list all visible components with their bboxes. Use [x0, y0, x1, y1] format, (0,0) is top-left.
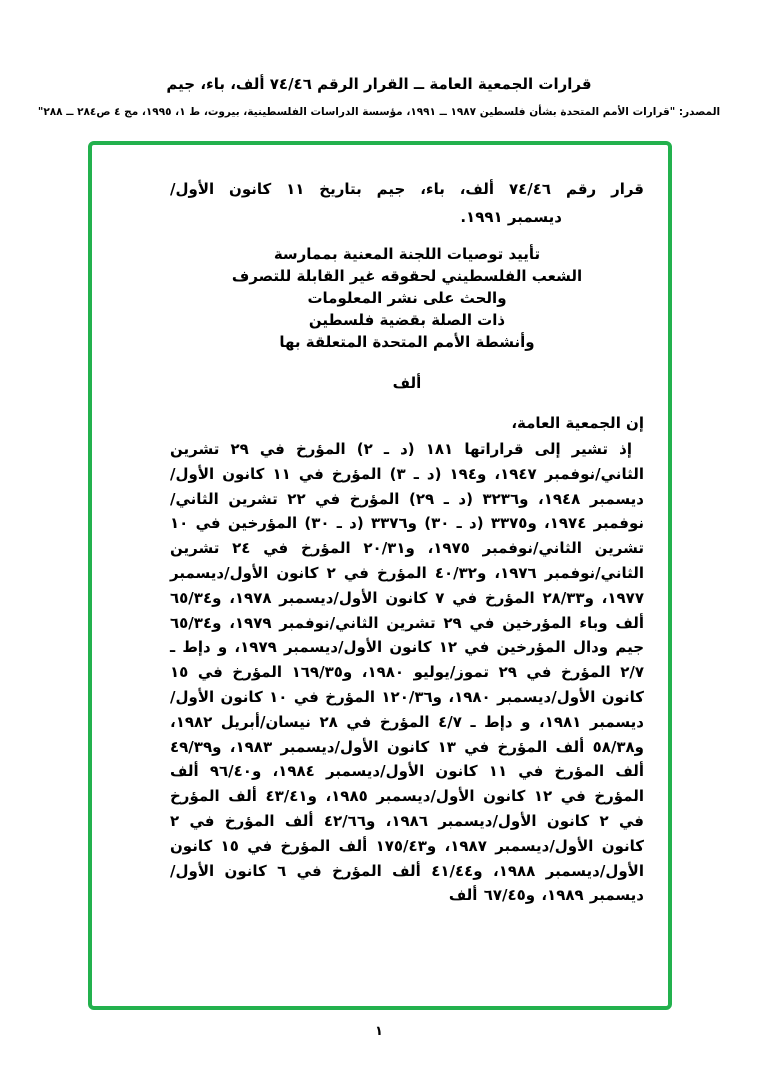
resolution-intro-paragraph	[170, 175, 644, 231]
resolution-header-title: قرارات الجمعية العامة ــ القرار الرقم ٧٤/٤٦ ألف، باء، جيم	[166, 75, 592, 93]
title-line-2: الشعب الفلسطيني لحقوقه غير القابلة للتصرف	[231, 267, 583, 285]
recalling-resolutions-paragraph: إذ تشير إلى قراراتها ١٨١ (د ـ ٢) المؤرخ في ٢٩ تشرين الثاني/نوفمبر ١٩٤٧، و١٩٤ (د ـ ٣) المؤرخ في ١١ كانون الأول/ديسمبر ١٩٤٨، و٣٢٣٦ (د ـ ٢٩) المؤرخ في ٢٢ تشرين الثاني/نوفمبر ١٩٧٤، و٣٣٧٥ (د ـ ٣٠) و٣٣٧٦ (د ـ ٣٠) المؤرخين في ١٠ تشرين الثاني/نوفمبر ١٩٧٥، و٢٠/٣١ المؤرخ في ٢٤ تشرين الثاني/نوفمبر ١٩٧٦، و٤٠/٣٢ المؤرخ في ٢ كانون الأول/ديسمبر ١٩٧٧، و٢٨/٣٣ المؤرخ في ٧ كانون الأول/ديسمبر ١٩٧٨، و٦٥/٣٤ ألف وباء المؤرخين في ٢٩ تشرين الثاني/نوفمبر ١٩٧٩، و٦٥/٣٤ جيم ودال المؤرخين في ١٢ كانون الأول/ديسمبر ١٩٧٩، و دإط ـ ٢/٧ المؤرخ في ٢٩ تموز/يوليو ١٩٨٠، و١٦٩/٣٥ المؤرخ في ١٥ كانون الأول/ديسمبر ١٩٨٠، و١٢٠/٣٦ المؤرخ في ١٠ كانون الأول/ديسمبر ١٩٨١، و دإط ـ ٤/٧ المؤرخ في ٢٨ نيسان/أبريل ١٩٨٢، و٥٨/٣٨ ألف المؤرخ في ١٣ كانون الأول/ديسمبر ١٩٨٣، و٤٩/٣٩ ألف المؤرخ في ١١ كانون الأول/ديسمبر ١٩٨٤، و٩٦/٤٠ ألف المؤرخ في ١٢ كانون الأول/ديسمبر ١٩٨٥، و٤٣/٤١ ألف المؤرخ في ٢ كانون الأول/ديسمبر ١٩٨٦، و٤٢/٦٦ ألف المؤرخ في ٢ كانون الأول/ديسمبر ١٩٨٧، و١٧٥/٤٣ ألف المؤرخ في ١٥ كانون الأول/ديسمبر ١٩٨٨، و٤١/٤٤ ألف المؤرخ في ٦ كانون الأول/ديسمبر ١٩٨٩، و٦٧/٤٥ ألف	[170, 440, 645, 905]
green-border-frame	[88, 141, 672, 1010]
resolution-title-block	[170, 243, 644, 353]
preamble-lead: إن الجمعية العامة،	[511, 414, 644, 432]
page-header	[0, 0, 758, 119]
title-line-3: والحث على نشر المعلومات	[307, 289, 507, 307]
title-line-5: وأنشطة الأمم المتحدة المتعلقة بها	[279, 333, 535, 351]
intro-line-1: قرار رقم ٧٤/٤٦ ألف، باء، جيم بتاريخ ١١ كانون الأول/	[170, 180, 644, 198]
intro-line-2: ديسمبر ١٩٩١.	[460, 208, 562, 226]
section-letter-alef: ألف	[392, 374, 422, 392]
title-line-1: تأييد توصيات اللجنة المعنية بممارسة	[273, 245, 541, 263]
page-number: ١	[375, 1024, 383, 1039]
source-citation-line: المصدر: "قرارات الأمم المتحدة بشأن فلسطين ١٩٨٧ ــ ١٩٩١، مؤسسة الدراسات الفلسطينية، بيروت، ط ١، ١٩٩٥، مج ٤ ص٢٨٤ ــ ٢٨٨"	[37, 106, 721, 118]
title-line-4: ذات الصلة بقضية فلسطين	[308, 311, 506, 329]
